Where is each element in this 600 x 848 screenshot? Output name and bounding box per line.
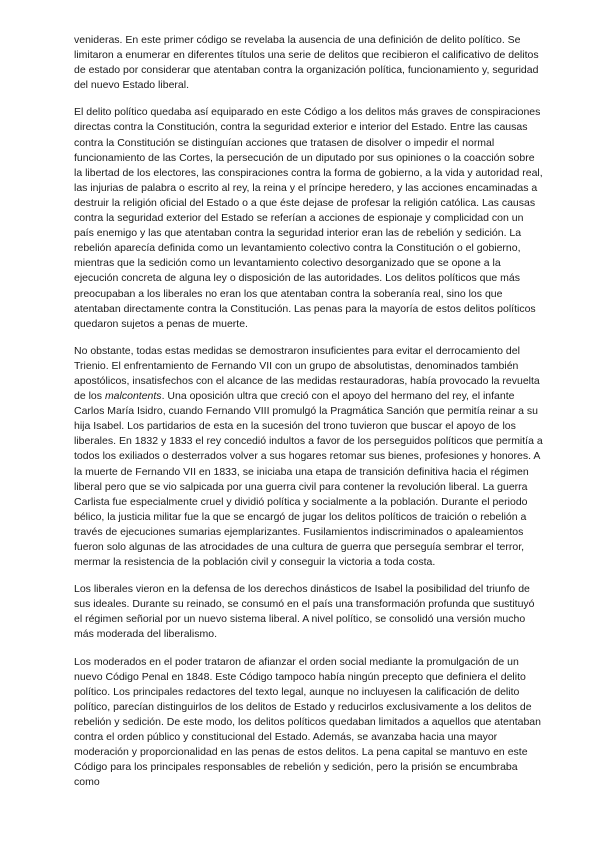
paragraph-text: Los moderados en el poder trataron de afianzar el orden social mediante la promulgación de un nuevo Código Penal en 1848. Este Código tampoco había ningún precepto que definiera el delito político. Los principales redactores del texto legal, aunque no incluyesen la calificación de delito político, parecían distinguirlos de los delitos de Estado y reducirlos exclusivamente a los delitos de rebelión y sedición. De este modo, los delitos políticos quedaban limitados a aquellos que atentaban contra el orden público y constitucional del Estado. Además, se avanzaba hacia una mayor moderación y proporcionalidad en las penas de estos delitos. La pena capital se mantuvo en este Código para los principales responsables de rebelión y sedición, pero la prisión se encumbraba como bbox=[74, 655, 541, 789]
paragraph-2 bbox=[74, 105, 544, 331]
paragraph-italic-term: malcontents bbox=[104, 390, 162, 403]
paragraph-3 bbox=[74, 344, 544, 570]
paragraph-5 bbox=[74, 655, 544, 791]
paragraph-text-after: . Una oposición ultra que creció con el apoyo del hermano del rey, el infante Carlos María Isidro, cuando Fernando VIII promulgó la Pragmática Sanción que permitía reinar a su hija Isabel. Los partidarios de esta en la sucesión del trono tuvieron que buscar el apoyo de los liberales. En 1832 y 1833 el rey concedió indultos a favor de los perseguidos políticos que permitía a todos los exiliados o desterrados volver a sus hogares retomar sus bienes, profesiones y honores. A la muerte de Fernando VII en 1833, se iniciaba una etapa de transición definitiva hacia el régimen liberal pero que se vio salpicada por una guerra civil para contener la revolución liberal. La guerra Carlista fue especialmente cruel y dividió política y socialmente a la población. Durante el periodo bélico, la justicia militar fue la que se encargó de jugar los delitos políticos de traición o rebelión a través de ejecuciones sumarias ejemplarizantes. Fusilamientos indiscriminados o apaleamientos fueron solo algunas de las atrocidades de una cultura de guerra que perseguía sembrar el terror, mermar la resistencia de la población civil y conseguir la victoria a toda costa. bbox=[74, 390, 543, 569]
paragraph-text: venideras. En este primer código se revelaba la ausencia de una definición de delito político. Se limitaron a enumerar en diferentes títulos una serie de delitos que recibieron el calificativo de delitos de estado por considerar que atentaban contra la organización política, funcionamiento y, seguridad del nuevo Estado liberal. bbox=[74, 34, 539, 92]
paragraph-1 bbox=[74, 33, 544, 93]
paragraph-text: Los liberales vieron en la defensa de los derechos dinásticos de Isabel la posibilidad del triunfo de sus ideales. Durante su reinado, se consumó en el país una transformación profunda que sustituyó el régimen señorial por un nuevo sistema liberal. A nivel político, se consolidó una versión mucho más moderada del liberalismo. bbox=[74, 583, 535, 641]
paragraph-4 bbox=[74, 582, 544, 642]
document-page bbox=[74, 33, 544, 802]
paragraph-text: El delito político quedaba así equiparado en este Código a los delitos más graves de conspiraciones directas contra la Constitución, contra la seguridad exterior e interior del Estado. Entre las causas contra la Constitución se distinguían acciones que tratasen de disolver o impedir el normal funcionamiento de las Cortes, la persecución de un diputado por sus opiniones o la coacción sobre la libertad de los electores, las conspiraciones contra la forma de gobierno, a la vida y autoridad real, las injurias de palabra o escrito al rey, la reina y el príncipe heredero, y las acciones encaminadas a destruir la religión oficial del Estado o a que éste dejase de profesar la religión católica. Las causas contra la seguridad exterior del Estado se referían a acciones de espionaje y complicidad con un país enemigo y las que atentaban contra la seguridad interior eran las de rebelión y sedición. La rebelión aparecía definida como un levantamiento colectivo contra la Constitución o el gobierno, mientras que la sedición como un levantamiento colectivo desorganizado que se opone a la ejecución concreta de alguna ley o disposición de las autoridades. Los delitos políticos que más preocupaban a los liberales no eran los que atentaban contra la soberanía real, sino los que atentaban directamente contra la Constitución. Las penas para la mayoría de estos delitos políticos quedaron sujetos a penas de muerte. bbox=[74, 106, 543, 330]
paragraph-text-before: No obstante, todas estas medidas se demostraron insuficientes para evitar el derrocamiento del Trienio. El enfrentamiento de Fernando VII con un grupo de absolutistas, denominados también apostólicos, insatisfechos con el alcance de las medidas restauradoras, había provocado la revuelta de los bbox=[74, 344, 540, 403]
